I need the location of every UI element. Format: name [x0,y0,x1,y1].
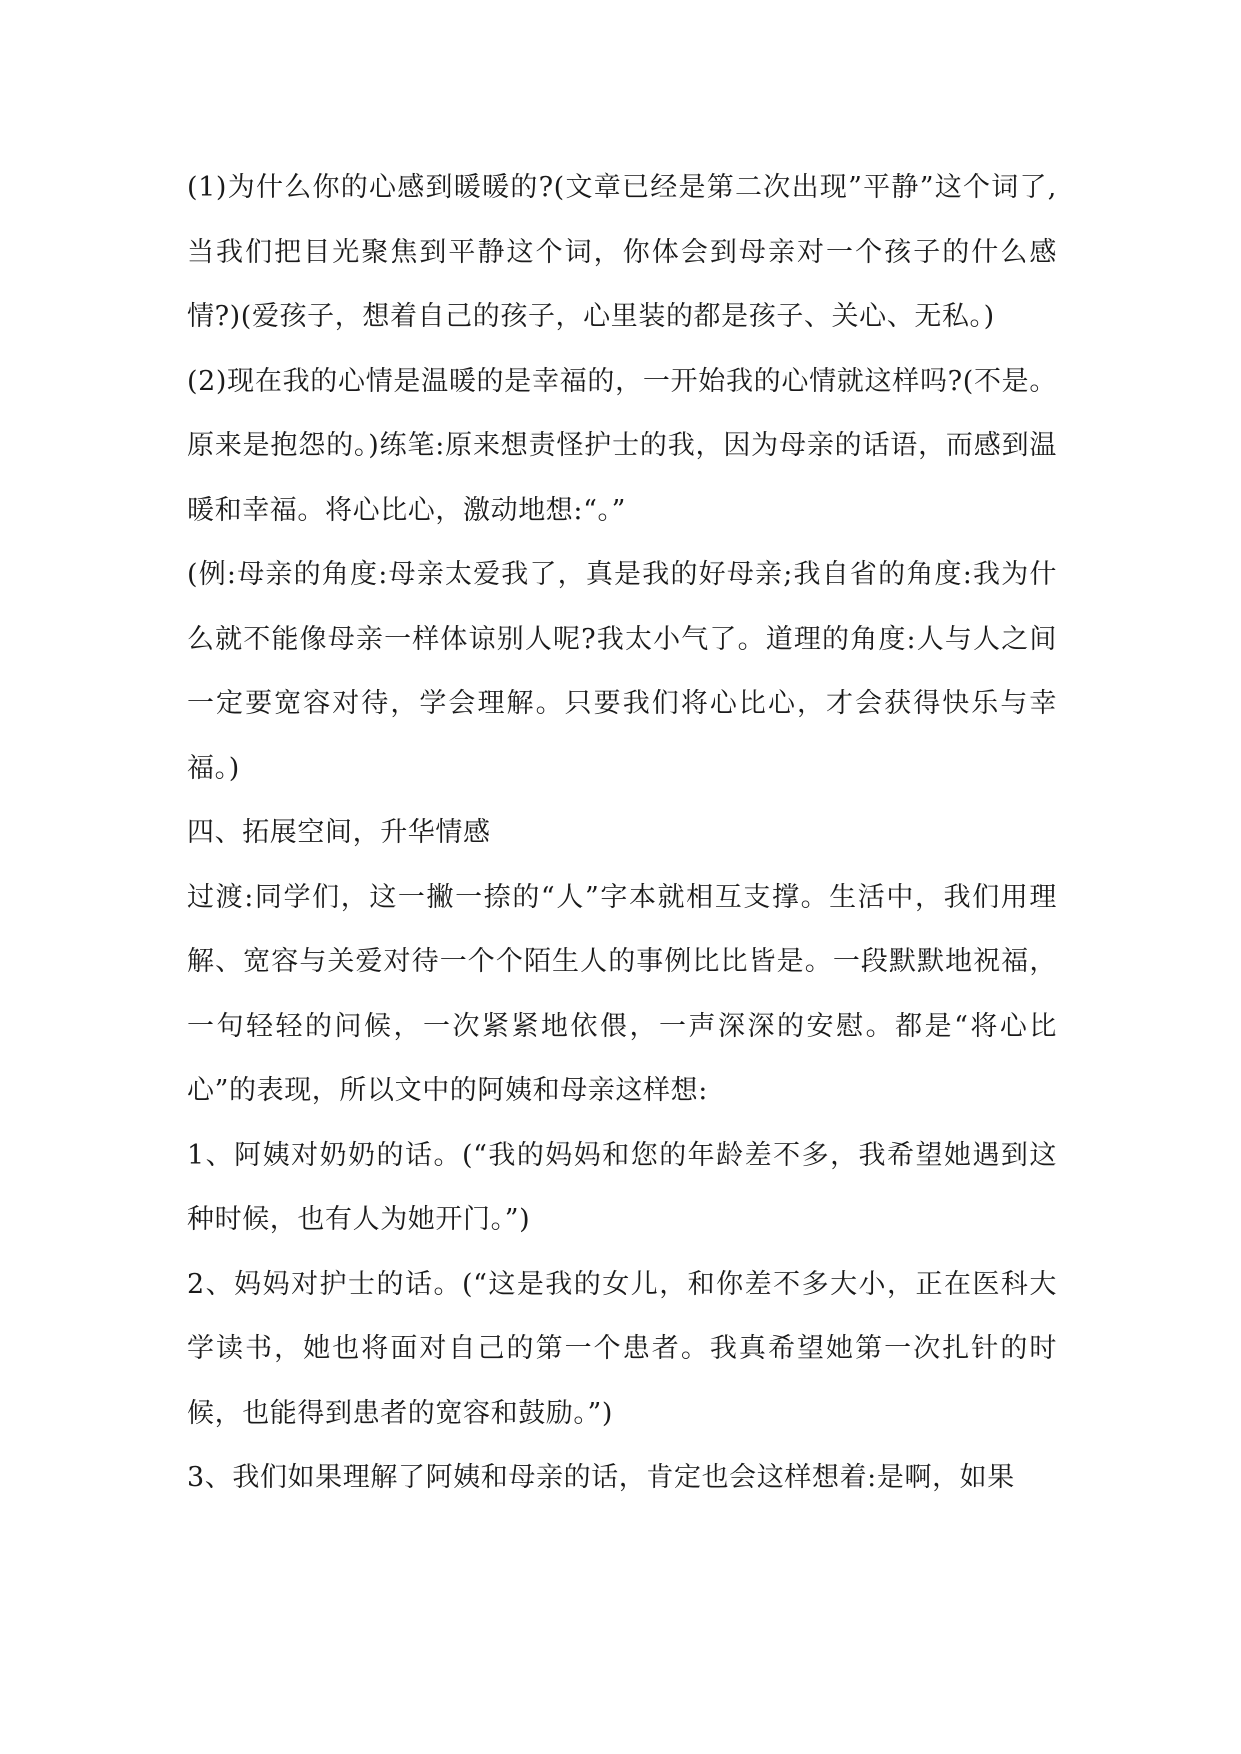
list-item-3: 3、我们如果理解了阿姨和母亲的话，肯定也会这样想着:是啊，如果 [187,1462,1015,1493]
paragraph-question-1: (1)为什么你的心感到暖暖的?(文章已经是第二次出现”平静”这个词了,当我们把目光聚焦到平静这个词，你体会到母亲对一个孩子的什么感情?)(爱孩子，想着自己的孩子，心里装的都是孩子、关心、无私。) [187,172,1057,332]
paragraph-transition: 过渡:同学们，这一撇一捺的“人”字本就相互支撑。生活中，我们用理解、宽容与关爱对待一个个陌生人的事例比比皆是。一段默默地祝福，一句轻轻的问候，一次紧紧地依偎，一声深深的安慰。都是“将心比心”的表现，所以文中的阿姨和母亲这样想: [187,881,1057,1106]
paragraph-example: (例:母亲的角度:母亲太爱我了，真是我的好母亲;我自省的角度:我为什么就不能像母亲一样体谅别人呢?我太小气了。道理的角度:人与人之间一定要宽容对待，学会理解。只要我们将心比心，才会获得快乐与幸福。) [187,559,1057,784]
list-item-1: 1、阿姨对奶奶的话。(“我的妈妈和您的年龄差不多，我希望她遇到这种时候，也有人为她开门。”) [187,1139,1057,1235]
section-heading: 四、拓展空间，升华情感 [187,817,491,848]
paragraph-question-2: (2)现在我的心情是温暖的是幸福的，一开始我的心情就这样吗?(不是。原来是抱怨的。)练笔:原来想责怪护士的我，因为母亲的话语，而感到温暖和幸福。将心比心，激动地想:“。” [187,365,1057,526]
list-item-2: 2、妈妈对护士的话。(“这是我的女儿，和你差不多大小，正在医科大学读书，她也将面对自己的第一个患者。我真希望她第一次扎针的时候，也能得到患者的宽容和鼓励。”) [187,1268,1057,1429]
document-body [187,156,1057,1511]
